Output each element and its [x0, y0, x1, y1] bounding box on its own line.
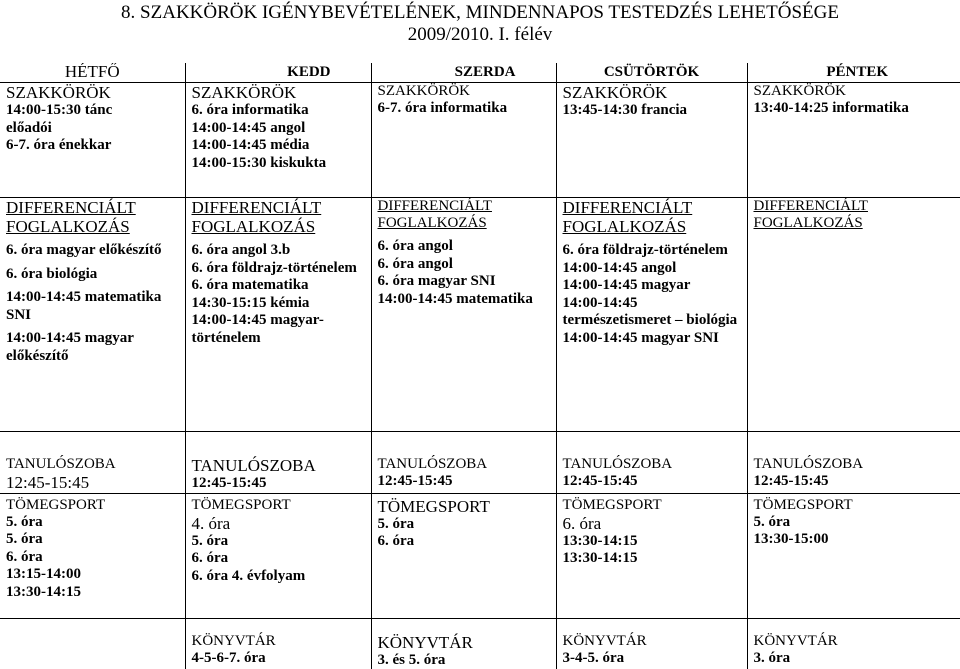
konyvtar-kedd: KÖNYVTÁR 4-5-6-7. óra [185, 618, 371, 669]
tomegsport-csutortok: TÖMEGSPORT 6. óra 13:30-14:15 13:30-14:15 [556, 493, 747, 618]
day-header-row [0, 63, 960, 83]
tomegsport-szerda: TÖMEGSPORT 5. óra 6. óra [371, 493, 556, 618]
tanuloszoba-kedd: TANULÓSZOBA 12:45-15:45 [185, 432, 371, 494]
konyvtar-csutortok: KÖNYVTÁR 3-4-5. óra [556, 618, 747, 669]
differencialt-szerda: DIFFERENCIÁLT FOGLALKOZÁS 6. óra angol 6. óra angol 6. óra magyar SNI 14:00-14:45 matematika [371, 198, 556, 432]
tomegsport-row [0, 493, 960, 618]
day-header-szerda: SZERDA [371, 63, 556, 83]
tanuloszoba-csutortok: TANULÓSZOBA 12:45-15:45 [556, 432, 747, 494]
szakkorok-csutortok: SZAKKÖRÖK 13:45-14:30 francia [556, 83, 747, 198]
day-header-kedd: KEDD [185, 63, 371, 83]
schedule-table [0, 63, 960, 669]
day-header-hetfo: HÉTFŐ [0, 63, 185, 83]
szakkorok-row [0, 83, 960, 198]
szakkorok-label: SZAKKÖRÖK [192, 83, 371, 102]
day-header-csutortok: CSÜTÖRTÖK [556, 63, 747, 83]
page-title: 8. SZAKKÖRÖK IGÉNYBEVÉTELÉNEK, MINDENNAPOS TESTEDZÉS LEHETŐSÉGE [0, 2, 960, 24]
differencialt-csutortok: DIFFERENCIÁLT FOGLALKOZÁS 6. óra földrajz-történelem 14:00-14:45 angol 14:00-14:45 magyar 14:00-14:45 természetismeret – biológia 14:00-14:45 magyar SNI [556, 198, 747, 432]
tanuloszoba-szerda: TANULÓSZOBA 12:45-15:45 [371, 432, 556, 494]
tanuloszoba-pentek: TANULÓSZOBA 12:45-15:45 [747, 432, 960, 494]
konyvtar-szerda: KÖNYVTÁR 3. és 5. óra [371, 618, 556, 669]
differencialt-kedd: DIFFERENCIÁLT FOGLALKOZÁS 6. óra angol 3.b 6. óra földrajz-történelem 6. óra matematika 14:30-15:15 kémia 14:00-14:45 magyar-történelem [185, 198, 371, 432]
konyvtar-hetfo [0, 618, 185, 669]
konyvtar-pentek: KÖNYVTÁR 3. óra [747, 618, 960, 669]
szakkorok-label: SZAKKÖRÖK [563, 83, 747, 102]
konyvtar-row [0, 618, 960, 669]
tomegsport-hetfo: TÖMEGSPORT 5. óra 5. óra 6. óra 13:15-14:00 13:30-14:15 [0, 493, 185, 618]
szakkorok-label: SZAKKÖRÖK [378, 83, 556, 100]
szakkorok-kedd: SZAKKÖRÖK 6. óra informatika 14:00-14:45 angol 14:00-14:45 média 14:00-15:30 kiskukta [185, 83, 371, 198]
differencialt-hetfo: DIFFERENCIÁLT FOGLALKOZÁS 6. óra magyar előkészítő 6. óra biológia 14:00-14:45 matematika SNI 14:00-14:45 magyar előkészítő [0, 198, 185, 432]
day-header-pentek: PÉNTEK [747, 63, 960, 83]
szakkorok-pentek: SZAKKÖRÖK 13:40-14:25 informatika [747, 83, 960, 198]
page-subtitle: 2009/2010. I. félév [0, 24, 960, 46]
differencialt-row [0, 198, 960, 432]
szakkorok-label: SZAKKÖRÖK [6, 83, 185, 102]
tanuloszoba-hetfo: TANULÓSZOBA 12:45-15:45 [0, 432, 185, 494]
szakkorok-hetfo: SZAKKÖRÖK 14:00-15:30 tánc előadói 6-7. óra énekkar [0, 83, 185, 198]
szakkorok-szerda: SZAKKÖRÖK 6-7. óra informatika [371, 83, 556, 198]
tomegsport-pentek: TÖMEGSPORT 5. óra 13:30-15:00 [747, 493, 960, 618]
differencialt-pentek: DIFFERENCIÁLT FOGLALKOZÁS [747, 198, 960, 432]
tanuloszoba-row [0, 432, 960, 494]
szakkorok-label: SZAKKÖRÖK [754, 83, 960, 100]
tomegsport-kedd: TÖMEGSPORT 4. óra 5. óra 6. óra 6. óra 4. évfolyam [185, 493, 371, 618]
